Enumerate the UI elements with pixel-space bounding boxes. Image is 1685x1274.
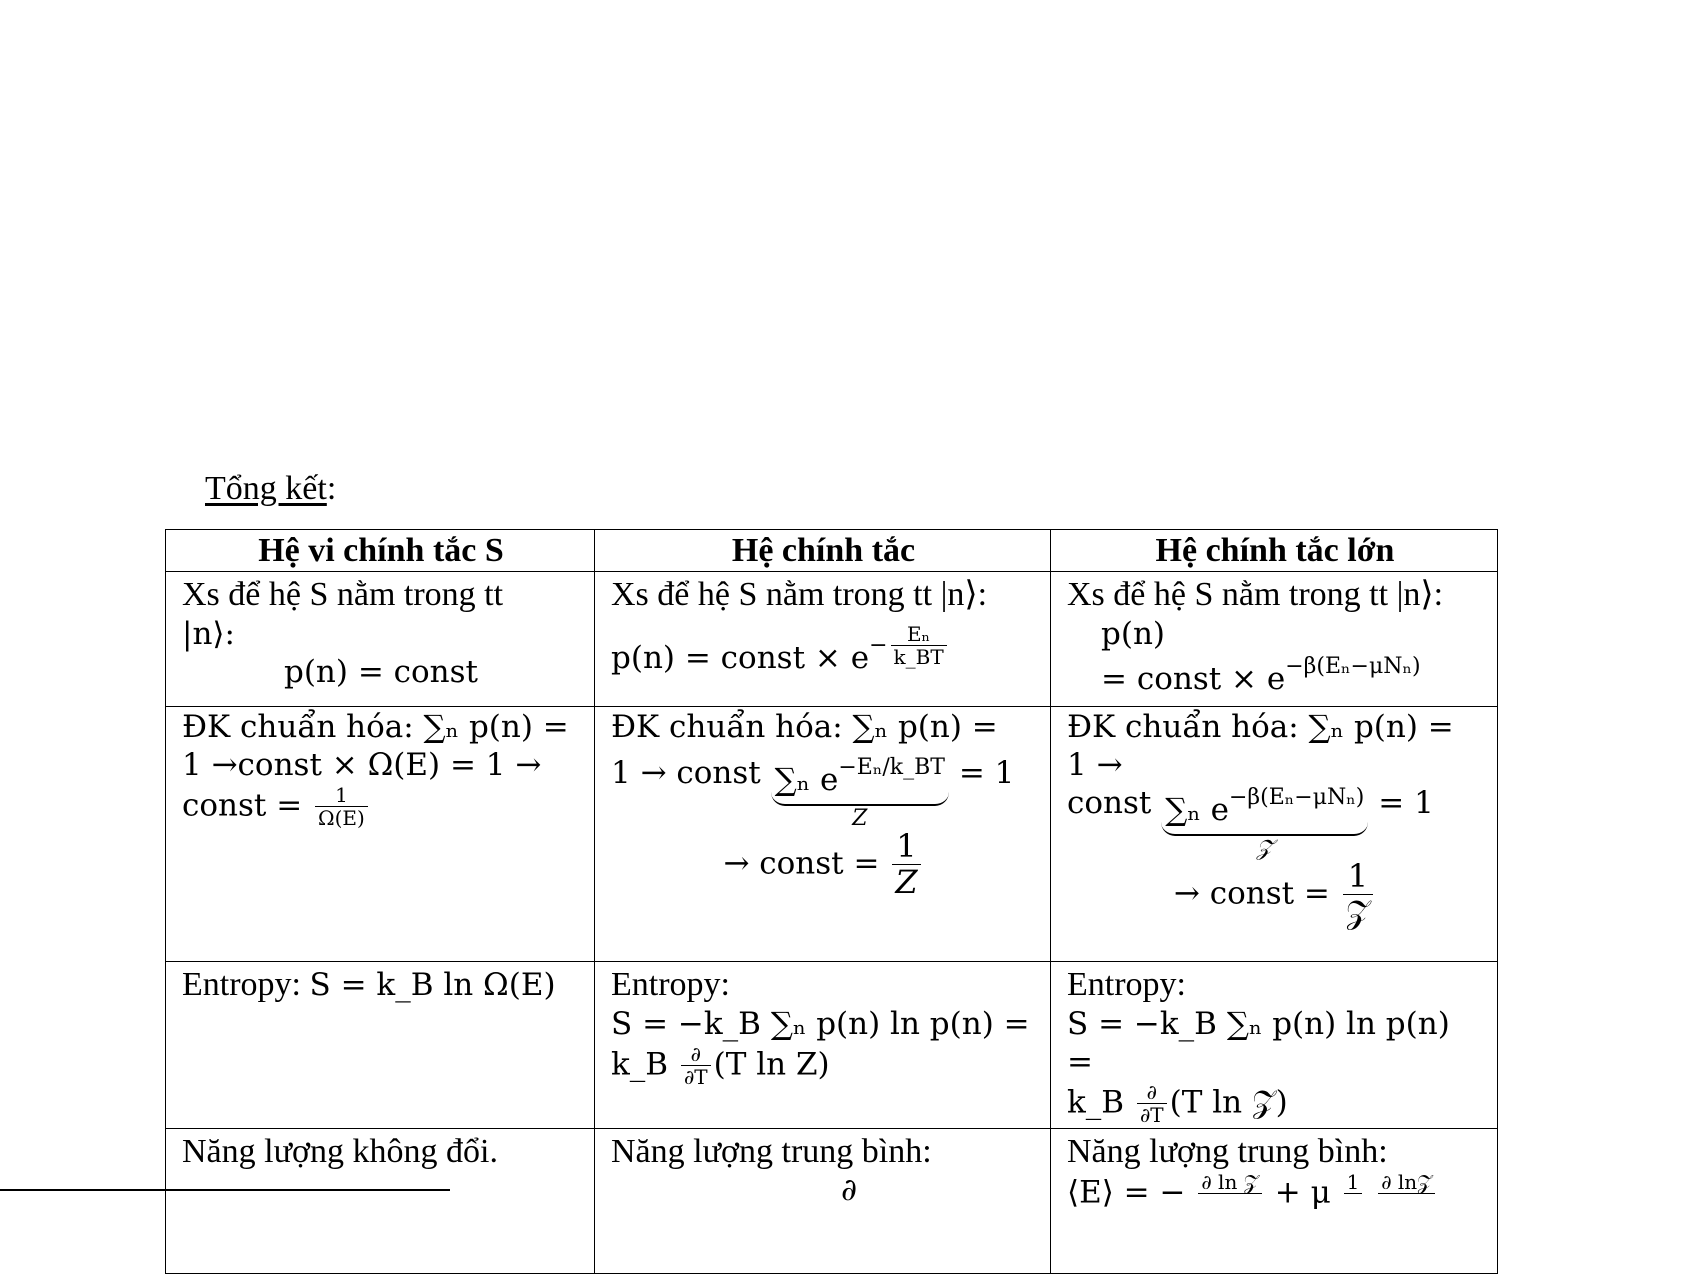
canonical-norm-suffix: = 1 xyxy=(958,755,1015,792)
cell-grand-entropy xyxy=(1051,962,1498,1128)
canonical-deriv-num: ∂ xyxy=(681,1044,711,1066)
grand-norm-frac-den: 𝒵 xyxy=(1345,892,1371,931)
micro-entropy-label: Entropy: xyxy=(182,966,301,1004)
cell-micro-normalization xyxy=(166,707,595,962)
table-row-normalization xyxy=(166,707,1498,962)
grand-probability-text: Xs để hệ S nằm trong tt |n⟩: xyxy=(1067,576,1444,614)
grand-energy-frac3-num: ∂ ln𝒵 xyxy=(1378,1172,1435,1194)
micro-probability-formula: p(n) = const xyxy=(283,653,479,690)
table-header-row xyxy=(166,530,1498,572)
canonical-entropy-derivative xyxy=(681,1041,711,1089)
micro-norm-line2: 1 →const × Ω(E) = 1 → xyxy=(182,747,542,784)
header-microcanonical: Hệ vi chính tắc S xyxy=(166,530,595,572)
grand-underbrace-label: 𝒵 xyxy=(1256,835,1274,861)
grand-entropy-derivative xyxy=(1137,1079,1167,1127)
canonical-entropy-suffix: (T ln Z) xyxy=(713,1046,830,1083)
canonical-norm-frac-den: Z xyxy=(895,862,918,901)
cell-micro-energy xyxy=(166,1128,595,1273)
grand-deriv-num: ∂ xyxy=(1137,1082,1167,1104)
micro-norm-line1: ĐK chuẩn hóa: ∑ₙ p(n) = xyxy=(182,709,569,746)
canonical-energy-text: Năng lượng trung bình: xyxy=(611,1132,932,1170)
cell-canonical-entropy xyxy=(595,962,1051,1128)
canonical-norm-fraction xyxy=(892,827,920,901)
micro-energy-text: Năng lượng không đổi. xyxy=(182,1132,498,1170)
canonical-exponent-den: k_BT xyxy=(893,644,944,669)
micro-norm-const: const = xyxy=(182,787,303,824)
canonical-norm-line3 xyxy=(611,827,1036,901)
summary-heading-colon: : xyxy=(326,470,337,507)
grand-entropy-kb: k_B xyxy=(1067,1084,1125,1121)
cell-micro-entropy xyxy=(166,962,595,1128)
canonical-entropy-line2 xyxy=(611,1041,1036,1089)
canonical-exponent-fraction xyxy=(891,621,947,669)
canonical-deriv-den: ∂T xyxy=(683,1064,708,1089)
canonical-underbrace-sum: ∑ₙ e xyxy=(774,762,839,799)
canonical-norm-prefix: 1 → const xyxy=(611,755,761,792)
cell-grand-energy xyxy=(1051,1128,1498,1273)
micro-probability-ket: |n⟩: xyxy=(182,615,235,652)
canonical-underbrace-exp: −Eₙ/k_BT xyxy=(838,755,945,781)
table-row-energy xyxy=(166,1128,1498,1273)
grand-probability-line2 xyxy=(1067,654,1483,699)
canonical-probability-text: Xs để hệ S nằm trong tt |n⟩: xyxy=(611,576,988,614)
canonical-norm-frac-num: 1 xyxy=(892,830,920,865)
grand-energy-frac1-num: ∂ ln 𝒵 xyxy=(1198,1172,1262,1194)
grand-entropy-line2 xyxy=(1067,1079,1483,1127)
grand-probability-exponent: −β(Eₙ−μNₙ) xyxy=(1285,653,1421,679)
grand-energy-frac2 xyxy=(1344,1172,1363,1216)
cell-micro-probability xyxy=(166,572,595,707)
grand-energy-frac3 xyxy=(1378,1172,1435,1216)
canonical-norm-const: → const = xyxy=(723,845,880,882)
canonical-energy-partial: ∂ xyxy=(841,1172,858,1209)
canonical-probability-formula: p(n) = const × $e^{- \frac{\text{Eₙ}}{k\_BT}}$ xyxy=(611,624,1036,678)
canonical-entropy-kb: k_B xyxy=(611,1046,669,1083)
micro-norm-frac-den: Ω(E) xyxy=(318,806,365,831)
grand-energy-frac2-num: 1 xyxy=(1344,1172,1363,1194)
micro-norm-fraction xyxy=(315,785,368,829)
cell-grand-probability xyxy=(1051,572,1498,707)
grand-norm-line2: 1 → xyxy=(1067,747,1123,784)
grand-entropy-label: Entropy: xyxy=(1067,966,1186,1004)
grand-probability-prefix: = const × e xyxy=(1101,660,1286,697)
canonical-norm-line2 xyxy=(611,755,1036,830)
table-row-probability xyxy=(166,572,1498,707)
grand-entropy-suffix: (T ln 𝒵) xyxy=(1169,1084,1288,1121)
grand-energy-text: Năng lượng trung bình: xyxy=(1067,1132,1388,1170)
grand-probability-line1: p(n) xyxy=(1101,615,1165,652)
cell-canonical-probability xyxy=(595,572,1051,707)
table-row-entropy xyxy=(166,962,1498,1128)
grand-deriv-den: ∂T xyxy=(1139,1102,1164,1127)
grand-norm-frac-num: 1 xyxy=(1343,860,1373,895)
ensemble-summary-table xyxy=(165,529,1498,1274)
canonical-underbrace-label: Z xyxy=(852,806,868,832)
header-canonical: Hệ chính tắc xyxy=(595,530,1051,572)
grand-underbrace-sum: ∑ₙ e xyxy=(1165,792,1229,829)
grand-energy-frac1 xyxy=(1198,1172,1262,1216)
grand-norm-const: → const = xyxy=(1173,875,1330,912)
grand-norm-fraction xyxy=(1343,856,1373,931)
canonical-exponent-num: Eₙ xyxy=(891,624,947,646)
header-grand-canonical: Hệ chính tắc lớn xyxy=(1051,530,1498,572)
canonical-entropy-label: Entropy: xyxy=(611,966,730,1004)
grand-entropy-line1: S = −k_B ∑ₙ p(n) ln p(n) = xyxy=(1067,1005,1450,1080)
grand-underbrace-exp: −β(Eₙ−μNₙ) xyxy=(1228,785,1365,811)
micro-norm-line3 xyxy=(182,785,580,829)
grand-norm-suffix: = 1 xyxy=(1378,785,1434,822)
summary-heading xyxy=(205,470,336,508)
grand-norm-line4 xyxy=(1067,856,1483,931)
summary-heading-text: Tổng kết xyxy=(205,470,327,507)
grand-energy-formula xyxy=(1067,1172,1483,1216)
canonical-probability-prefix: p(n) = const × e xyxy=(611,639,870,676)
cell-canonical-energy xyxy=(595,1128,1051,1273)
grand-energy-mid: + μ xyxy=(1274,1174,1331,1211)
micro-probability-text: Xs để hệ S nằm trong tt xyxy=(182,576,504,614)
cell-grand-normalization xyxy=(1051,707,1498,962)
grand-norm-line3 xyxy=(1067,785,1483,860)
canonical-norm-line1: ĐK chuẩn hóa: ∑ₙ p(n) = xyxy=(611,709,998,746)
canonical-entropy-line1: S = −k_B ∑ₙ p(n) ln p(n) = xyxy=(611,1005,1030,1042)
canonical-underbrace xyxy=(771,755,949,830)
grand-underbrace xyxy=(1161,785,1368,860)
micro-norm-frac-num: 1 xyxy=(315,785,368,807)
grand-energy-prefix: ⟨E⟩ = − xyxy=(1067,1174,1186,1211)
grand-norm-line1: ĐK chuẩn hóa: ∑ₙ p(n) = xyxy=(1067,709,1454,746)
cell-canonical-normalization xyxy=(595,707,1051,962)
grand-norm-prefix: const xyxy=(1067,785,1152,822)
micro-entropy-formula: S = k_B ln Ω(E) xyxy=(309,967,556,1004)
